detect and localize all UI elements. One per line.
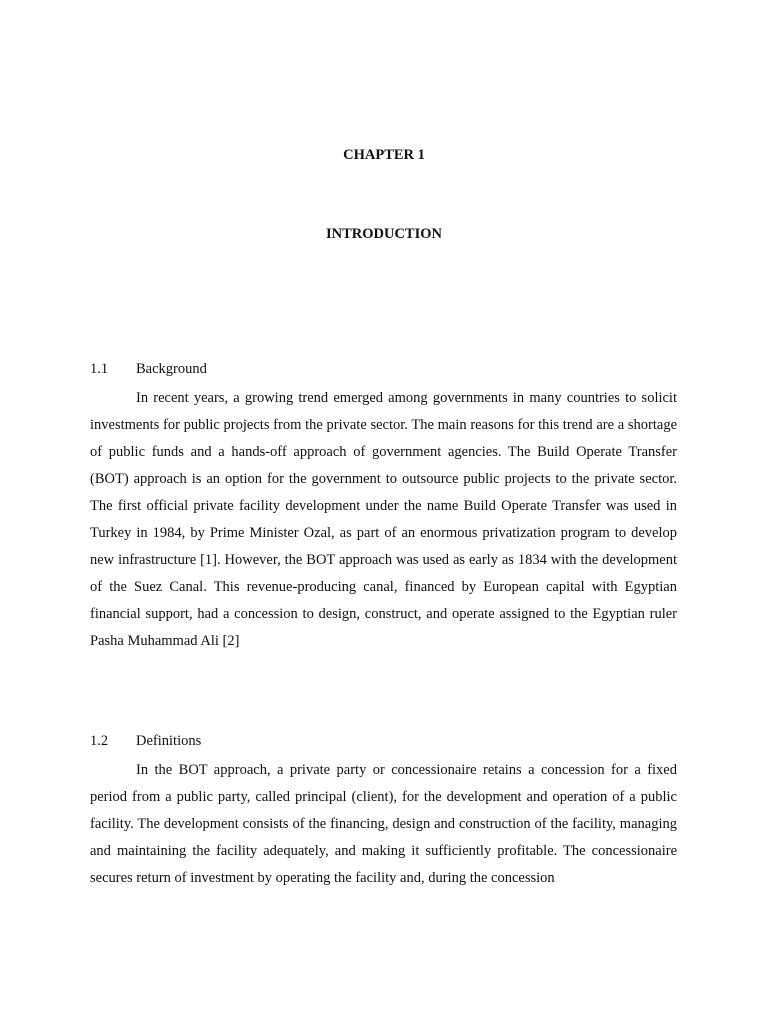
section-title: Background — [136, 361, 207, 377]
chapter-label: CHAPTER 1 — [343, 147, 425, 163]
section-definitions — [90, 731, 677, 892]
section-paragraph: In recent years, a growing trend emerged among governments in many countries to solicit investments for public projects from the private sector. The main reasons for this trend are a shortage of public funds and a hands-off approach of government agencies. The Build Operate Transfer (BOT) approach is an option for the government to outsource public projects to the private sector. The first official private facility development under the name Build Operate Transfer was used in Turkey in 1984, by Prime Minister Ozal, as part of an enormous privatization program to develop new infrastructure [1]. However, the BOT approach was used as early as 1834 with the development of the Suez Canal. This revenue-producing canal, financed by European capital with Egyptian financial support, had a concession to design, construct, and operate assigned to the Egyptian ruler Pasha Muhammad Ali [2] — [90, 390, 677, 649]
section-background — [90, 359, 677, 655]
section-number: 1.2 — [90, 733, 109, 749]
section-heading — [90, 359, 677, 379]
section-number: 1.1 — [90, 361, 109, 377]
section-heading — [90, 731, 677, 751]
section-title: Definitions — [136, 733, 202, 749]
section-paragraph: In the BOT approach, a private party or concessionaire retains a concession for a fixed period from a public party, called principal (client), for the development and operation of a public facility. The development consists of the financing, design and construction of the facility, managing and maintaining the facility adequately, and making it sufficiently profitable. The concessionaire secures return of investment by operating the facility and, during the concession — [90, 762, 677, 886]
chapter-title: INTRODUCTION — [325, 226, 442, 242]
